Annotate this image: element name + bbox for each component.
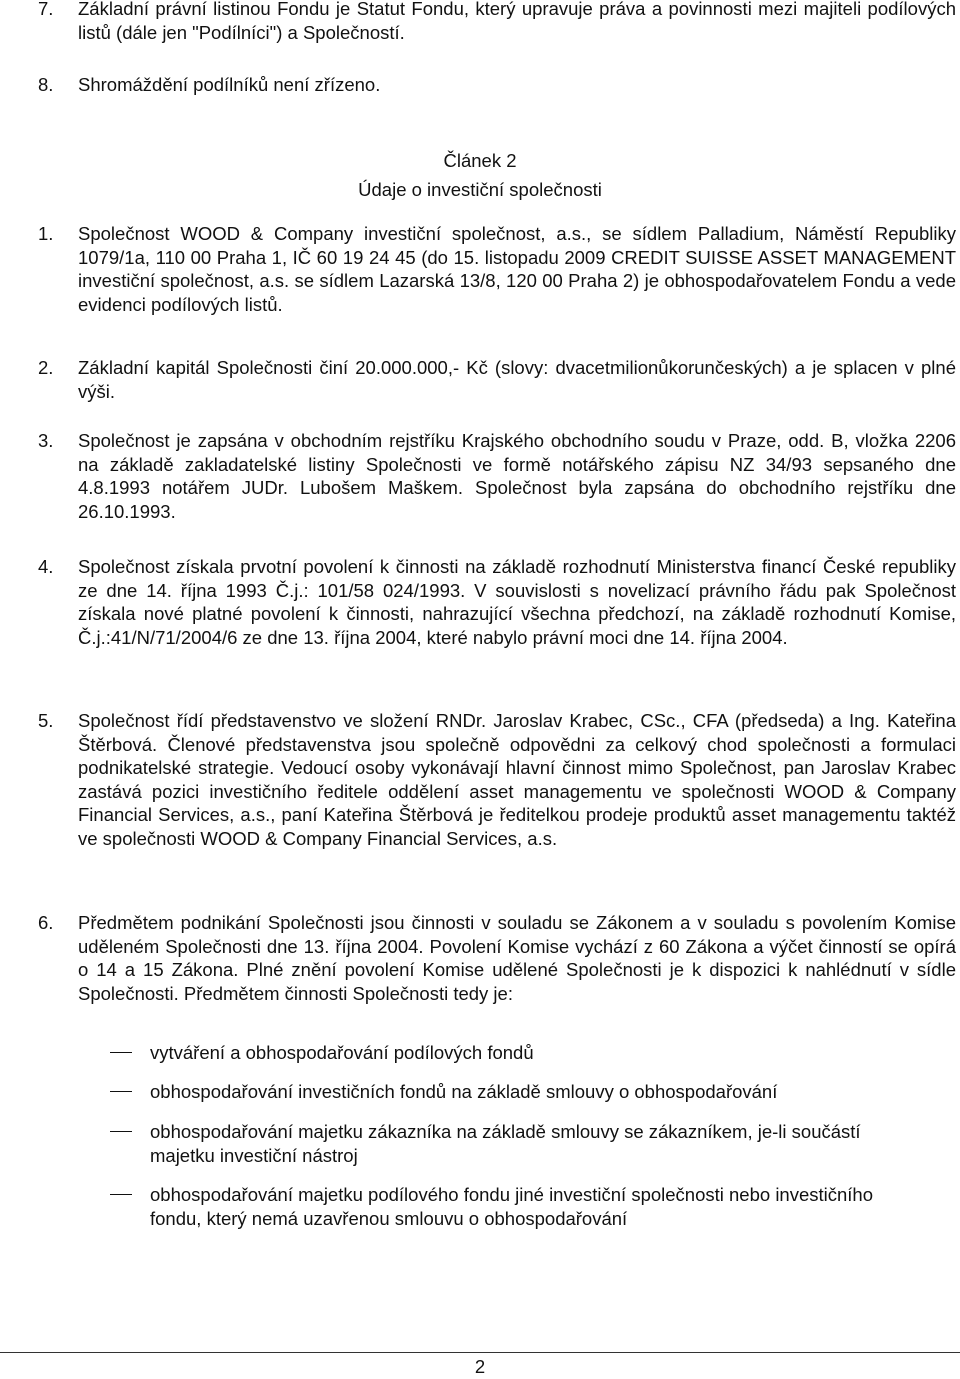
page-number: 2	[474, 1356, 486, 1377]
paragraph-8	[38, 73, 956, 97]
section-text: Základní kapitál Společnosti činí 20.000.000,- Kč (slovy: dvacetmilionůkorunčeských) a je splacen v plné výši.	[78, 357, 956, 402]
bullet-text: obhospodařování majetku podílového fondu jiné investiční společnosti nebo investičního fondu, který nemá uzavřenou smlouvu o obhospodařování	[150, 1184, 874, 1229]
dash-marker	[110, 1091, 132, 1092]
section-number: 1.	[38, 223, 54, 244]
article-heading	[0, 146, 960, 204]
paragraph-text: Základní právní listinou Fondu je Statut Fondu, který upravuje práva a povinnosti mezi majiteli podílových listů (dále jen "Podílníci") a Společností.	[78, 0, 956, 43]
paragraph-number: 7.	[38, 0, 54, 19]
section-number: 2.	[38, 357, 54, 378]
bullet-text: obhospodařování investičních fondů na základě smlouvy o obhospodařování	[150, 1081, 778, 1102]
paragraph-number: 8.	[38, 74, 54, 95]
section-2	[38, 356, 956, 403]
paragraph-text: Shromáždění podílníků není zřízeno.	[78, 74, 381, 95]
dash-marker	[110, 1052, 132, 1053]
section-number: 6.	[38, 912, 54, 933]
section-5	[38, 709, 956, 850]
section-text: Předmětem podnikání Společnosti jsou činnosti v souladu se Zákonem a v souladu s povolením Komise uděleném Společnosti dne 13. října 2004. Povolení Komise vychází z 60 Zákona a výčet činností se opírá o 14 a 15 Zákona. Plné znění povolení Komise udělené Společnosti je k dispozici k nahlédnutí v sídle Společnosti. Předmětem činnosti Společnosti tedy je:	[78, 912, 956, 1004]
section-number: 5.	[38, 710, 54, 731]
section-6	[38, 911, 956, 1005]
bullet-item	[110, 1080, 900, 1104]
section-text: Společnost je zapsána v obchodním rejstříku Krajského obchodního soudu v Praze, odd. B, vložka 2206 na základě zakladatelské listiny Společnosti ve formě notářského zápisu NZ 34/93 sepsaného dne 4.8.1993 notářem JUDr. Lubošem Maškem. Společnost byla zapsána do obchodního rejstříku dne 26.10.1993.	[78, 430, 956, 522]
section-4	[38, 555, 956, 649]
section-text: Společnost získala prvotní povolení k činnosti na základě rozhodnutí Ministerstva financí České republiky ze dne 14. října 1993 Č.j.: 101/58 024/1993. V souvislosti s novelizací právního řádu pak Společnost získala nové platné povolení k činnosti, nahrazující všechna předchozí, na základě rozhodnutí Komise, Č.j.:41/N/71/2004/6 ze dne 13. října 2004, které nabylo právní moci dne 14. října 2004.	[78, 556, 956, 648]
bullet-item	[110, 1120, 900, 1167]
section-text: Společnost WOOD & Company investiční společnost, a.s., se sídlem Palladium, Náměstí Republiky 1079/1a, 110 00 Praha 1, IČ 60 19 24 45 (do 15. listopadu 2009 CREDIT SUISSE ASSET MANAGEMENT investiční společnost, a.s. se sídlem Lazarská 13/8, 120 00 Praha 2) je obhospodařovatelem Fondu a vede evidenci podílových listů.	[78, 223, 956, 315]
bullet-item	[110, 1183, 900, 1230]
article-number: Článek 2	[443, 150, 517, 171]
section-1	[38, 222, 956, 316]
section-text: Společnost řídí představenstvo ve složení RNDr. Jaroslav Krabec, CSc., CFA (předseda) a Ing. Kateřina Štěrbová. Členové představenstva jsou společně odpovědni za celkový chod společnosti a formulaci podnikatelské strategie. Vedoucí osoby vykonávají hlavní činnost mimo Společnost, pan Jaroslav Krabec zastává pozici investičního ředitele oddělení asset managementu ve společnosti WOOD & Company Financial Services, a.s., paní Kateřina Štěrbová je ředitelkou prodeje produktů asset managementu taktéž ve společnosti WOOD & Company Financial Services, a.s.	[78, 710, 956, 849]
dash-marker	[110, 1194, 132, 1195]
bullet-text: vytváření a obhospodařování podílových fondů	[150, 1042, 534, 1063]
dash-marker	[110, 1131, 132, 1132]
bullet-item	[110, 1041, 900, 1065]
footer-divider	[0, 1352, 960, 1353]
article-title: Údaje o investiční společnosti	[358, 179, 602, 200]
section-number: 3.	[38, 430, 54, 451]
paragraph-7	[38, 0, 956, 44]
section-number: 4.	[38, 556, 54, 577]
bullet-text: obhospodařování majetku zákazníka na základě smlouvy se zákazníkem, je-li součástí majetku investiční nástroj	[150, 1121, 861, 1166]
section-3	[38, 429, 956, 523]
